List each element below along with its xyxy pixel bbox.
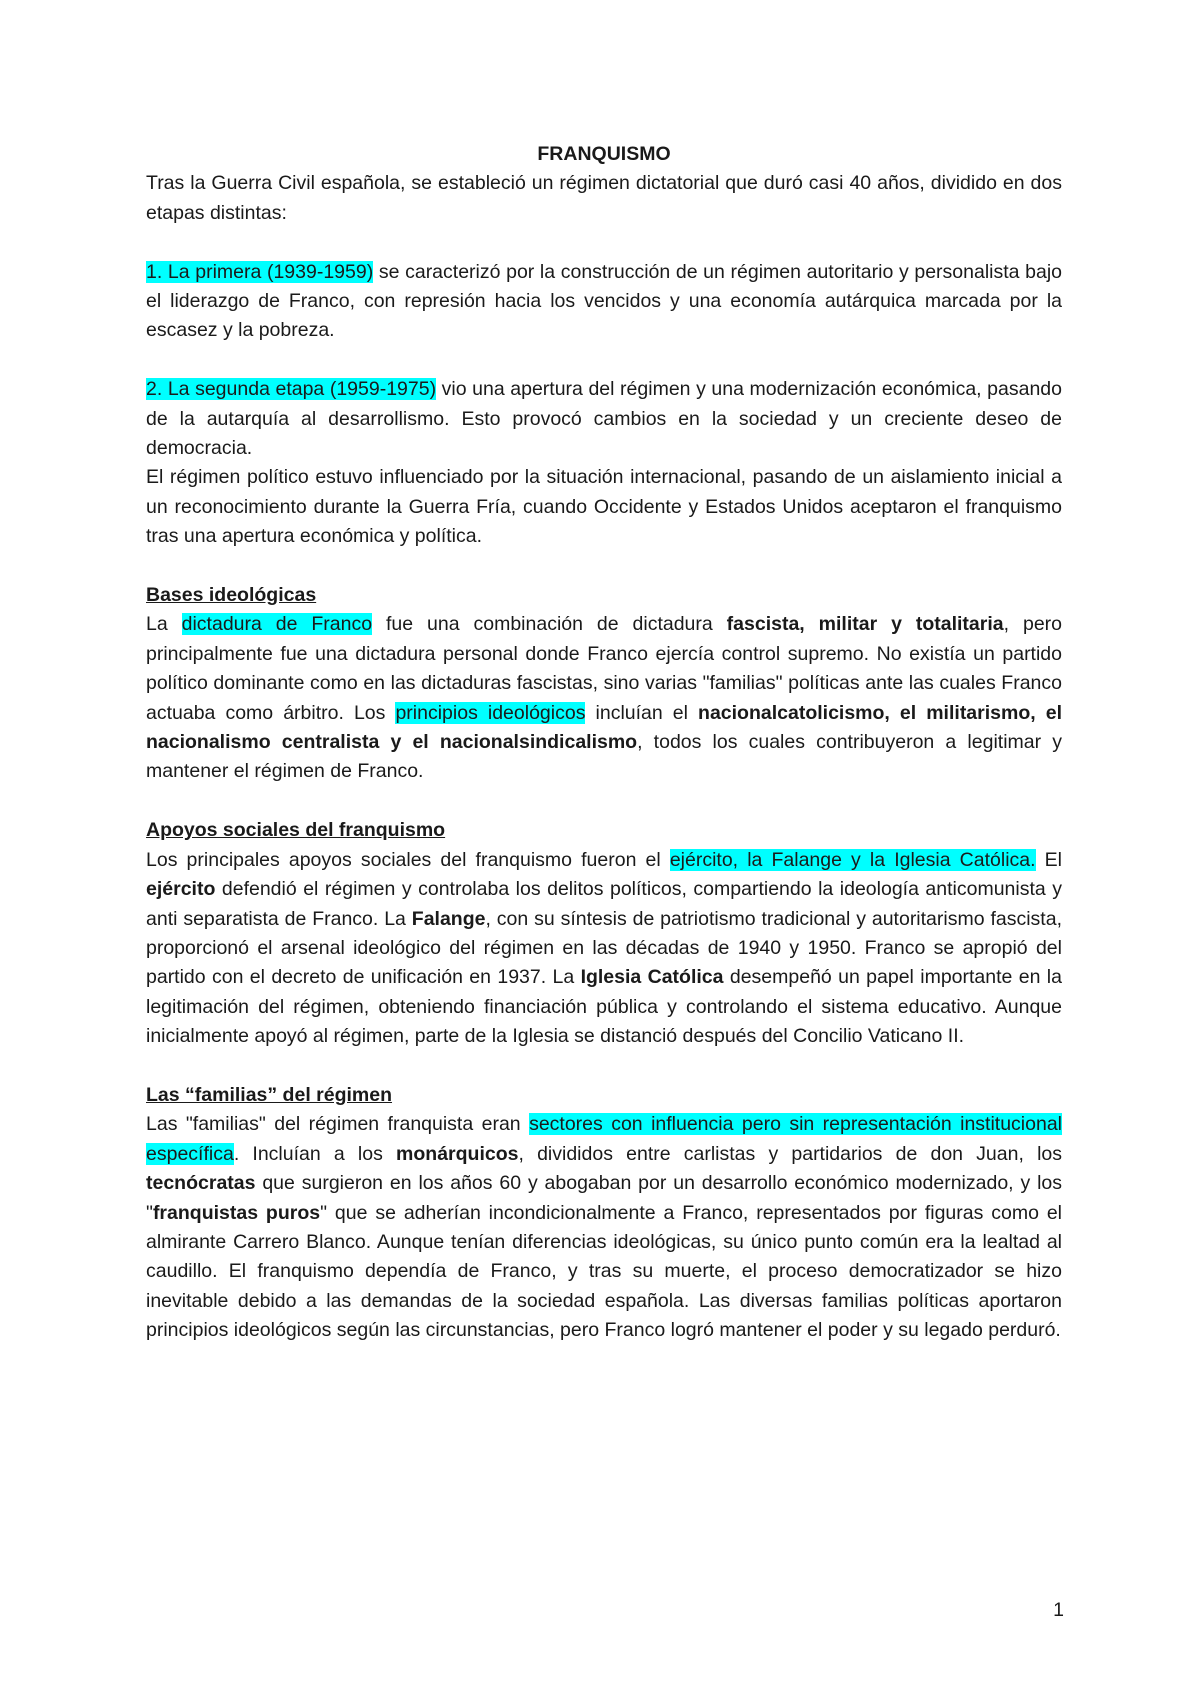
stage2-highlight: 2. La segunda etapa (1959-1975) (146, 378, 437, 401)
familias-text: que surgieron en los años 60 y abogaban por un desarrollo económico modernizado, y los " (146, 1172, 1062, 1224)
stage2-text: vio una apertura del régimen y una modernización económica, pasando de la autarquía al desarrollismo. Esto provocó cambios en la sociedad y un creciente deseo de democracia. (146, 378, 1062, 460)
apoyos-highlight: ejército, la Falange y la Iglesia Católica. (669, 848, 1036, 871)
apoyos-bold: Falange (411, 907, 486, 930)
page-number: 1 (1053, 1599, 1064, 1621)
spacer (146, 787, 1062, 816)
intro-text: Tras la Guerra Civil española, se estableció un régimen dictatorial que duró casi 40 años, dividido en dos etapas distintas: (146, 172, 1062, 224)
apoyos-text: , con su síntesis de patriotismo tradicional y autoritarismo fascista, proporcionó el arsenal ideológico del régimen en las décadas de 1940 y 1950. Franco se apropió del partido con el decreto de unificación en 1937. La (146, 907, 1062, 989)
bases-text: incluían el (585, 701, 699, 724)
stage1-paragraph (146, 258, 1062, 346)
familias-bold: franquistas puros (152, 1201, 321, 1224)
document-title: FRANQUISMO (537, 143, 671, 165)
familias-text: " que se adherían incondicionalmente a Franco, representados por figuras como el almirante Carrero Blanco. Aunque tenían diferencias ideológicas, su único punto común era la lealtad al caudillo. El franquismo dependía de Franco, y tras su muerte, el proceso democratizador se hizo inevitable debido a las demandas de la sociedad española. Las diversas familias políticas aportaron principios ideológicos según las circunstancias, pero Franco logró mantener el poder y su legado perduró. (146, 1201, 1062, 1342)
stage2-paragraph (146, 375, 1062, 463)
familias-text: Las "familias" del régimen franquista eran (146, 1113, 530, 1136)
bases-text: La (146, 613, 182, 636)
familias-bold: monárquicos (396, 1142, 519, 1165)
stage1-highlight: 1. La primera (1939-1959) (146, 260, 374, 283)
apoyos-text: El (1035, 848, 1063, 871)
spacer (146, 1052, 1062, 1081)
apoyos-text: desempeñó un papel importante en la legitimación del régimen, obteniendo financiación pública y controlando el sistema educativo. Aunque inicialmente apoyó al régimen, parte de la Iglesia se distanció después del Concilio Vaticano II. (146, 966, 1062, 1048)
familias-text: , divididos entre carlistas y partidarios de don Juan, los (518, 1142, 1062, 1165)
document-body (146, 140, 1062, 1346)
bases-bold: nacionalcatolicismo, el militarismo, el nacionalismo centralista y el nacionalsindicalismo (146, 701, 1062, 754)
apoyos-bold: Iglesia Católica (580, 966, 724, 989)
spacer (146, 228, 1062, 257)
bases-text: fue una combinación de dictadura (372, 613, 727, 636)
international-paragraph (146, 463, 1062, 551)
bases-text: , todos los cuales contribuyeron a legitimar y mantener el régimen de Franco. (146, 731, 1063, 783)
bases-text: , pero principalmente fue una dictadura personal donde Franco ejercía control supremo. No existía un partido político dominante como en las dictaduras fascistas, sino varias "familias" políticas ante las cuales Franco actuaba como árbitro. Los (146, 613, 1063, 724)
apoyos-bold: ejército (146, 878, 216, 901)
bases-paragraph (146, 610, 1062, 786)
bases-bold: fascista, militar y totalitaria (726, 613, 1004, 636)
familias-text: . Incluían a los (233, 1142, 397, 1165)
familias-paragraph (146, 1110, 1062, 1345)
intro-paragraph (146, 169, 1062, 228)
familias-bold: tecnócratas (146, 1172, 256, 1195)
spacer (146, 346, 1062, 375)
bases-highlight: dictadura de Franco (181, 613, 373, 636)
apoyos-text: defendió el régimen y controlaba los delitos políticos, compartiendo la ideología anticomunista y anti separatista de Franco. La (146, 878, 1062, 930)
apoyos-text: Los principales apoyos sociales del franquismo fueron el (146, 848, 670, 871)
apoyos-paragraph (146, 846, 1062, 1052)
familias-highlight: sectores con influencia pero sin representación institucional específica (146, 1113, 1062, 1165)
bases-highlight: principios ideológicos (395, 701, 586, 724)
spacer (146, 552, 1062, 581)
stage1-text: se caracterizó por la construcción de un régimen autoritario y personalista bajo el liderazgo de Franco, con represión hacia los vencidos y una economía autárquica marcada por la escasez y la pobreza. (146, 260, 1063, 342)
section-heading-apoyos: Apoyos sociales del franquismo (146, 819, 446, 842)
international-text: El régimen político estuvo influenciado por la situación internacional, pasando de un aislamiento inicial a un reconocimiento durante la Guerra Fría, cuando Occidente y Estados Unidos aceptaron el franquismo tras una apertura económica y política. (146, 466, 1062, 548)
section-heading-familias: Las “familias” del régimen (146, 1083, 393, 1106)
section-heading-bases: Bases ideológicas (146, 584, 317, 607)
